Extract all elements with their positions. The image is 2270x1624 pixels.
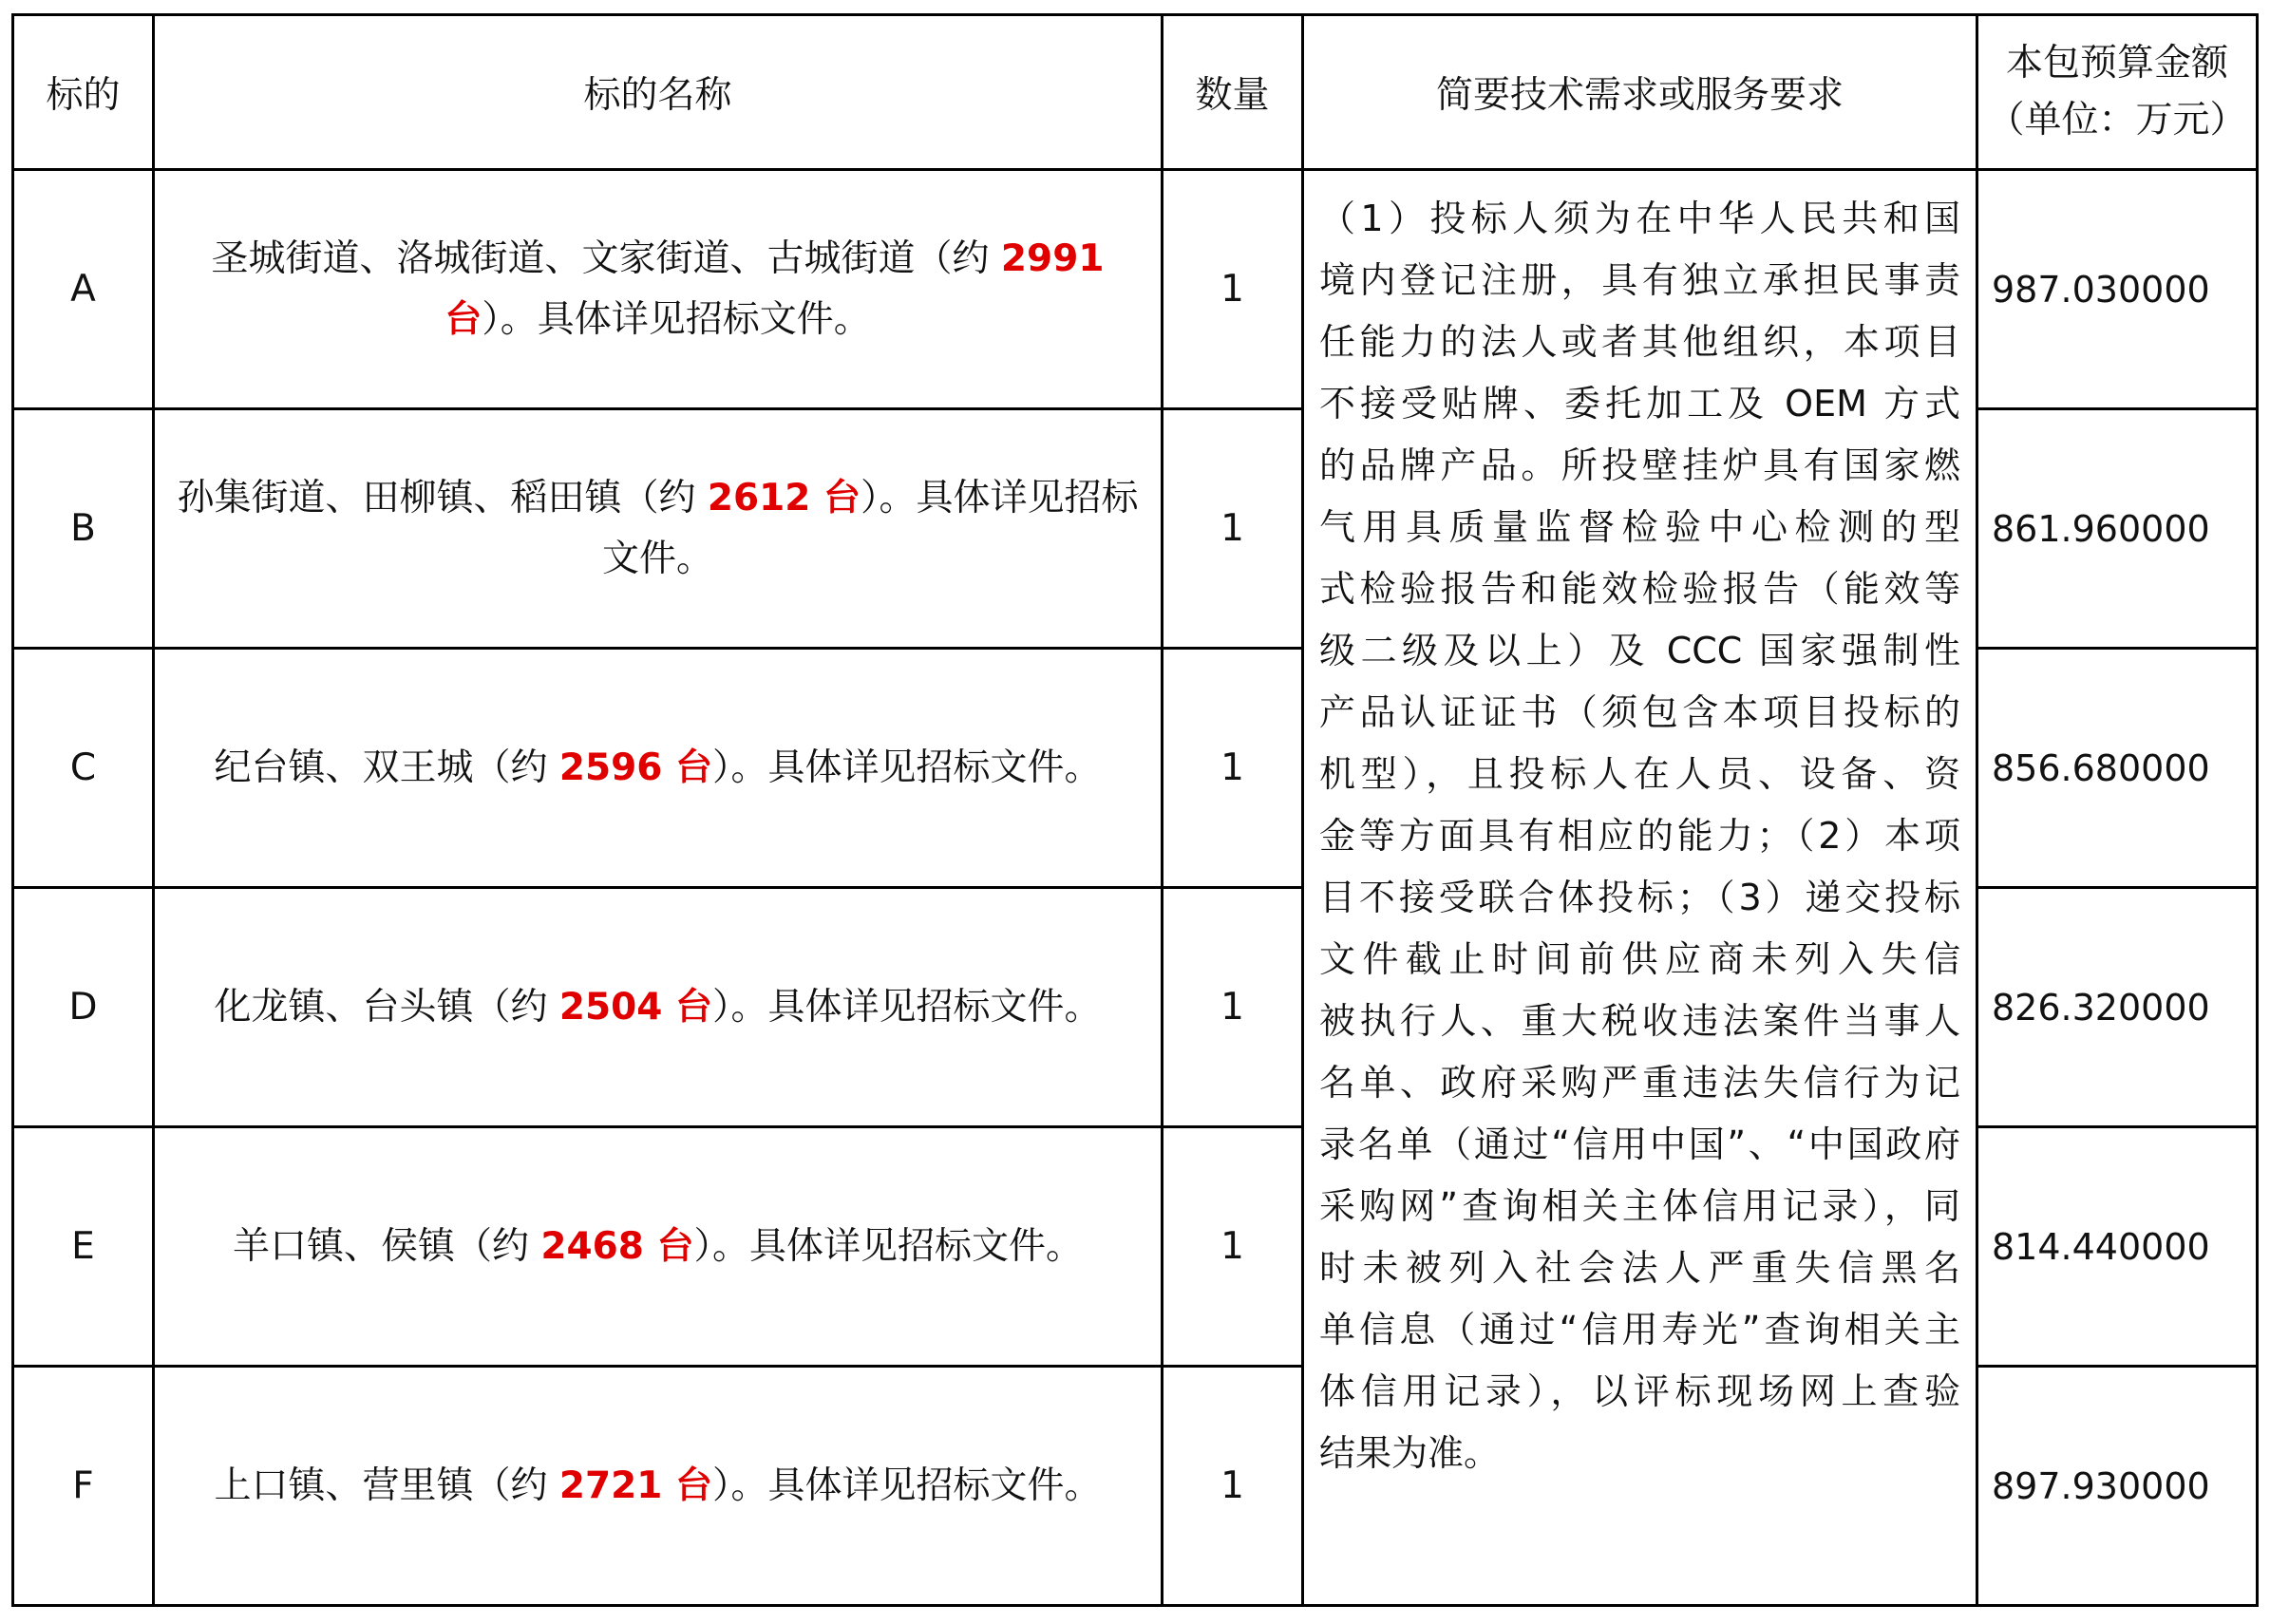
unit-count: 2721 台 (558, 1463, 712, 1507)
budget-cell: 897.930000 (1977, 1367, 2258, 1606)
lot-name-prefix: 纪台镇、双王城（约 (214, 746, 559, 789)
requirements-line: 级二级及以上）及 CCC 国家强制性 (1319, 630, 1960, 671)
lot-cell: D (13, 888, 154, 1127)
lot-cell: C (13, 649, 154, 888)
qty-cell: 1 (1163, 1367, 1303, 1606)
lot-name-suffix: ）。具体详见招标文件。 (601, 476, 1139, 580)
requirements-line: 机型），且投标人在人员、设备、资 (1319, 753, 1960, 795)
qty-cell: 1 (1163, 1127, 1303, 1367)
header-budget (1977, 15, 2258, 170)
header-budget-line1: 本包预算金额 (2005, 42, 2228, 85)
qty-cell: 1 (1163, 409, 1303, 649)
unit-count: 2596 台 (558, 746, 712, 789)
requirements-line: 的品牌产品。所投壁挂炉具有国家燃 (1319, 444, 1960, 486)
requirements-line: 名单、政府采购严重违法失信行为记 (1319, 1062, 1960, 1104)
table-row (13, 170, 2258, 409)
requirements-line: 式检验报告和能效检验报告（能效等 (1319, 568, 1960, 610)
lot-name-prefix: 化龙镇、台头镇（约 (214, 985, 559, 1029)
lot-name-cell (154, 888, 1163, 1127)
qty-cell: 1 (1163, 170, 1303, 409)
lot-name-prefix: 上口镇、营里镇（约 (214, 1463, 559, 1507)
header-requirements: 简要技术需求或服务要求 (1303, 15, 1977, 170)
lot-name-cell (154, 649, 1163, 888)
header-row (13, 15, 2258, 170)
lot-name-suffix: ）。具体详见招标文件。 (712, 1463, 1102, 1507)
lot-name-suffix: ）。具体详见招标文件。 (712, 985, 1102, 1029)
header-lot: 标的 (13, 15, 154, 170)
requirements-line: （1）投标人须为在中华人民共和国 (1319, 198, 1960, 239)
lot-name-cell (154, 1367, 1163, 1606)
unit-count: 2504 台 (558, 985, 712, 1029)
header-budget-line2: （单位：万元） (1987, 99, 2247, 142)
budget-cell: 826.320000 (1977, 888, 2258, 1127)
lot-name-suffix: ）。具体详见招标文件。 (693, 1224, 1084, 1268)
requirements-line: 目不接受联合体投标；（3）递交投标 (1319, 877, 1960, 918)
requirements-cell (1303, 170, 1977, 1606)
requirements-line: 时未被列入社会法人严重失信黑名 (1319, 1247, 1960, 1289)
lot-name-suffix: ）。具体详见招标文件。 (712, 746, 1102, 789)
lot-name-cell (154, 1127, 1163, 1367)
lot-cell: F (13, 1367, 154, 1606)
budget-cell: 814.440000 (1977, 1127, 2258, 1367)
requirements-line: 录名单（通过“信用中国”、“中国政府 (1319, 1124, 1960, 1165)
qty-cell: 1 (1163, 888, 1303, 1127)
lot-cell: E (13, 1127, 154, 1367)
requirements-line: 体信用记录），以评标现场网上查验 (1319, 1370, 1960, 1412)
requirements-line: 结果为准。 (1319, 1432, 1501, 1474)
requirements-line: 被执行人、重大税收违法案件当事人 (1319, 1000, 1960, 1042)
procurement-lots-table (11, 13, 2259, 1607)
requirements-line: 文件截止时间前供应商未列入失信 (1319, 938, 1960, 980)
requirements-line: 单信息（通过“信用寿光”查询相关主 (1319, 1309, 1960, 1350)
budget-cell: 987.030000 (1977, 170, 2258, 409)
lot-cell: B (13, 409, 154, 649)
header-qty: 数量 (1163, 15, 1303, 170)
unit-count: 2991 台 (445, 236, 1105, 341)
unit-count: 2612 台 (707, 476, 861, 519)
header-name: 标的名称 (154, 15, 1163, 170)
requirements-line: 不接受贴牌、委托加工及 OEM 方式 (1319, 383, 1960, 425)
qty-cell: 1 (1163, 649, 1303, 888)
lot-name-cell (154, 170, 1163, 409)
lot-name-prefix: 圣城街道、洛城街道、文家街道、古城街道（约 (211, 236, 1001, 280)
lot-cell: A (13, 170, 154, 409)
requirements-line: 任能力的法人或者其他组织，本项目 (1319, 321, 1960, 363)
unit-count: 2468 台 (540, 1224, 694, 1268)
budget-cell: 856.680000 (1977, 649, 2258, 888)
requirements-line: 气用具质量监督检验中心检测的型 (1319, 506, 1960, 548)
lot-name-prefix: 孙集街道、田柳镇、稻田镇（约 (177, 476, 708, 519)
requirements-line: 金等方面具有相应的能力；（2）本项 (1319, 815, 1960, 857)
budget-cell: 861.960000 (1977, 409, 2258, 649)
lot-name-prefix: 羊口镇、侯镇（约 (232, 1224, 541, 1268)
lot-name-cell (154, 409, 1163, 649)
lot-name-suffix: ）。具体详见招标文件。 (482, 297, 871, 341)
requirements-line: 境内登记注册，具有独立承担民事责 (1319, 259, 1960, 301)
requirements-line: 产品认证证书（须包含本项目投标的 (1319, 691, 1960, 733)
requirements-line: 采购网”查询相关主体信用记录），同 (1319, 1185, 1960, 1227)
